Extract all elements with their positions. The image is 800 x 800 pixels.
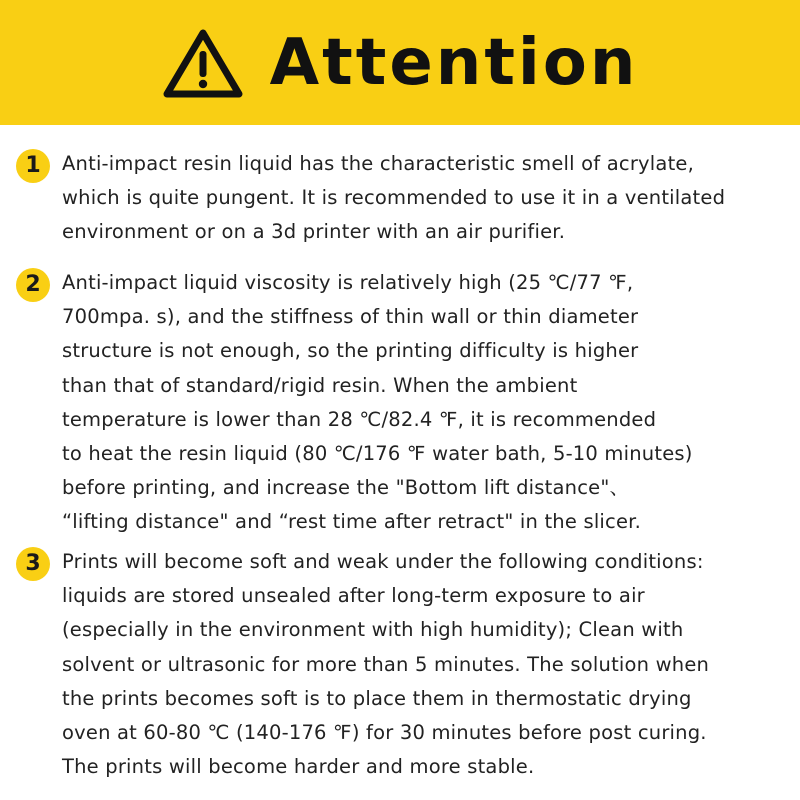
number-badge: 2	[16, 268, 50, 302]
text-line: Anti-impact resin liquid has the characteristic smell of acrylate,	[62, 152, 695, 175]
text-line: than that of standard/rigid resin. When the ambient	[62, 373, 578, 397]
text-line: the prints becomes soft is to place them in thermostatic drying	[62, 686, 692, 710]
text-line: solvent or ultrasonic for more than 5 minutes. The solution when	[62, 652, 710, 676]
text-line: to heat the resin liquid (80 ℃/176 ℉ water bath, 5-10 minutes)	[62, 442, 693, 466]
text-line: Anti-impact liquid viscosity is relatively high (25 ℃/77 ℉,	[62, 271, 634, 294]
text-line: liquids are stored unsealed after long-term exposure to air	[62, 584, 645, 608]
attention-banner	[0, 0, 800, 125]
text-line: Prints will become soft and weak under the following conditions:	[62, 550, 704, 573]
banner-content	[162, 27, 639, 99]
number-badge: 1	[16, 149, 50, 183]
text-line: “lifting distance" and “rest time after retract" in the slicer.	[62, 510, 641, 534]
text-line: 700mpa. s), and the stiffness of thin wall or thin diameter	[62, 305, 639, 329]
item-text	[62, 147, 797, 250]
item-text	[62, 545, 797, 784]
page-title: Attention	[269, 25, 639, 100]
number-badge: 3	[16, 547, 50, 581]
text-line: (especially in the environment with high humidity); Clean with	[62, 618, 684, 642]
text-line: temperature is lower than 28 ℃/82.4 ℉, it is recommended	[62, 407, 657, 431]
item-text	[62, 266, 797, 540]
text-line: oven at 60-80 ℃ (140-176 ℉) for 30 minutes before post curing.	[62, 721, 707, 745]
text-line: The prints will become harder and more stable.	[62, 755, 535, 779]
text-line: structure is not enough, so the printing difficulty is higher	[62, 339, 639, 363]
text-line: environment or on a 3d printer with an air purifier.	[62, 220, 566, 244]
warning-triangle-icon	[162, 27, 244, 99]
text-line: before printing, and increase the "Bottom lift distance"、	[62, 476, 630, 500]
text-line: which is quite pungent. It is recommended to use it in a ventilated	[62, 186, 726, 210]
